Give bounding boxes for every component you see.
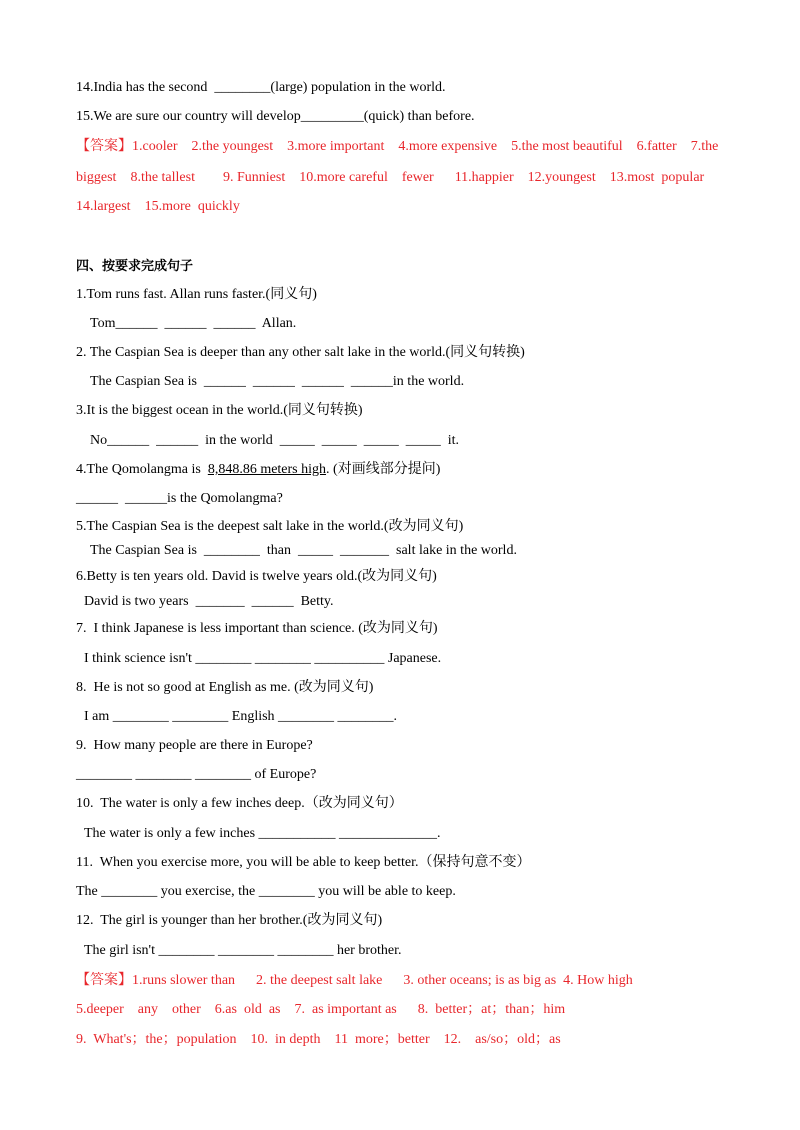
- question-10: 10. The water is only a few inches deep.（改为同义句）: [76, 796, 403, 811]
- question-3: 3.It is the biggest ocean in the world.(同义句转换): [76, 403, 363, 418]
- answer-text: 1.runs slower than 2. the deepest salt lake 3. other oceans; is as big as 4. How high: [132, 973, 633, 988]
- question-9: 9. How many people are there in Europe?: [76, 738, 313, 753]
- question-4-pre: 4.The Qomolangma is: [76, 462, 208, 477]
- question-2-blank: The Caspian Sea is ______ ______ ______ ______in the world.: [90, 374, 465, 389]
- answer-block-4-line-2: 5.deeper any other 6.as old as 7. as important as 8. better；at；than；him: [76, 1002, 566, 1017]
- question-10-blank: The water is only a few inches ___________ ______________.: [84, 826, 441, 841]
- answer-block-3-line-1: [76, 138, 718, 156]
- question-7-blank: I think science isn't ________ ________ __________ Japanese.: [84, 651, 442, 666]
- question-5-blank: The Caspian Sea is ________ than _____ _______ salt lake in the world.: [90, 543, 517, 558]
- question-9-blank: ________ ________ ________ of Europe?: [76, 767, 317, 782]
- question-12: 12. The girl is younger than her brother.(改为同义句): [76, 913, 383, 928]
- question-11: 11. When you exercise more, you will be able to keep better.（保持句意不变）: [76, 855, 531, 870]
- question-4: [76, 461, 440, 479]
- question-4-blank: ______ ______is the Qomolangma?: [76, 491, 283, 506]
- answer-label: 【答案】: [76, 139, 132, 154]
- question-14: 14.India has the second ________(large) population in the world.: [76, 80, 446, 95]
- question-1-blank: Tom______ ______ ______ Allan.: [90, 316, 297, 331]
- question-2: 2. The Caspian Sea is deeper than any other salt lake in the world.(同义句转换): [76, 345, 525, 360]
- answer-block-3-line-2: biggest 8.the tallest 9. Funniest 10.more careful fewer 11.happier 12.youngest 13.most popular: [76, 170, 705, 185]
- question-5: 5.The Caspian Sea is the deepest salt lake in the world.(改为同义句): [76, 519, 464, 534]
- question-12-blank: The girl isn't ________ ________ ________ her brother.: [84, 943, 402, 958]
- question-15: 15.We are sure our country will develop_________(quick) than before.: [76, 109, 475, 124]
- question-1: 1.Tom runs fast. Allan runs faster.(同义句): [76, 287, 317, 302]
- question-8: 8. He is not so good at English as me. (改为同义句): [76, 680, 374, 695]
- question-6: 6.Betty is ten years old. David is twelve years old.(改为同义句): [76, 569, 437, 584]
- question-6-blank: David is two years _______ ______ Betty.: [84, 594, 334, 609]
- answer-block-3-line-3: 14.largest 15.more quickly: [76, 199, 240, 214]
- question-8-blank: I am ________ ________ English ________ ________.: [84, 709, 398, 724]
- question-4-underlined: 8,848.86 meters high: [207, 462, 327, 477]
- answer-block-4-line-1: [76, 972, 633, 990]
- answer-block-4-line-3: 9. What's；the；population 10. in depth 11 more；better 12. as/so；old；as: [76, 1032, 561, 1047]
- question-7: 7. I think Japanese is less important than science. (改为同义句): [76, 621, 438, 636]
- question-3-blank: No______ ______ in the world _____ _____ _____ _____ it.: [90, 433, 460, 448]
- answer-text: 1.cooler 2.the youngest 3.more important 4.more expensive 5.the most beautiful 6.fatter 7.the: [132, 139, 719, 154]
- question-4-post: . (对画线部分提问): [326, 462, 441, 477]
- section-heading: 四、按要求完成句子: [76, 259, 194, 274]
- question-11-blank: The ________ you exercise, the ________ you will be able to keep.: [76, 884, 456, 899]
- answer-label: 【答案】: [76, 973, 132, 988]
